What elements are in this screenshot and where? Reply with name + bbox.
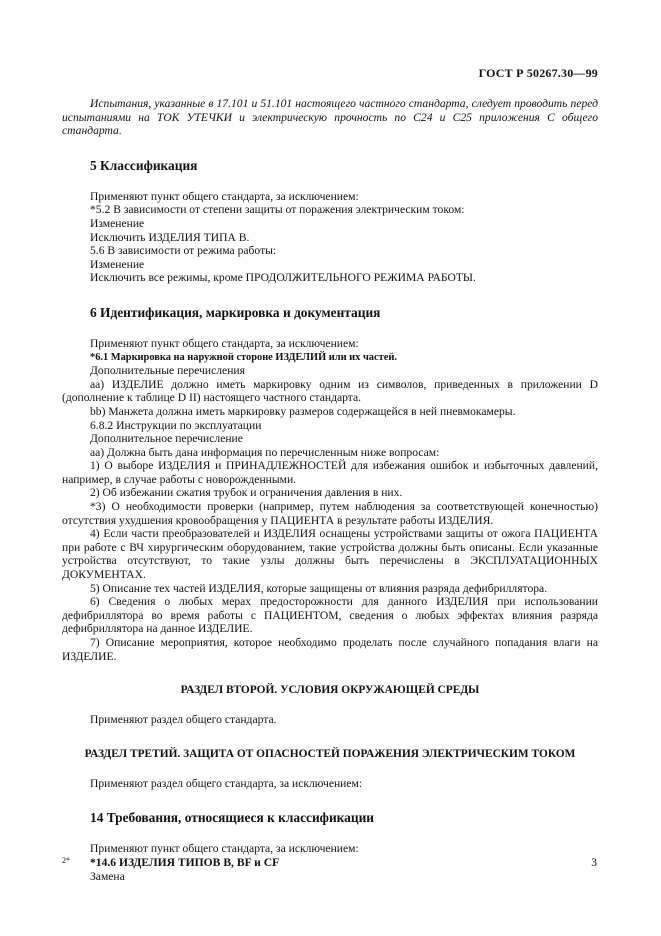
list-item: 4) Если части преобразователей и ИЗДЕЛИЯ оснащены устройствами защиты от ожога ПАЦИЕНТА при работе с ВЧ хирургическим оборудованием, такие устройства должны быть описаны. Если указанные устройства отсутствуют, то такие узлы должны быть перечислены в ЭКСПЛУАТАЦИОННЫХ ДОКУМЕНТАХ. [62, 527, 598, 582]
intro-paragraph: Испытания, указанные в 17.101 и 51.101 настоящего частного стандарта, следует проводить перед испытаниями на ТОК УТЕЧКИ и электрическую прочность по С24 и С25 приложения С общего стандарта. [62, 97, 598, 138]
section-6-aa2: аа) Должна быть дана информация по перечисленным ниже вопросам: [90, 445, 440, 459]
section-5-line: *5.2 В зависимости от степени защиты от поражения электрическим током: [90, 203, 465, 217]
section-6-1-heading: *6.1 Маркировка на наружной стороне ИЗДЕЛИЙ или их частей. [90, 351, 397, 363]
page-content [62, 97, 598, 883]
list-item: 6) Сведения о любых мерах предосторожности для данного ИЗДЕЛИЯ при использовании дефибриллятора во время работы с ПАЦИЕНТОМ, сведения о любых эффектах влияния разряда дефибриллятора на данное ИЗДЕЛИЕ. [62, 595, 598, 636]
section-14-6-heading: *14.6 ИЗДЕЛИЯ ТИПОВ В, BF и CF [90, 855, 280, 869]
part-3-text: Применяют раздел общего стандарта, за исключением: [90, 776, 363, 790]
section-5-line: Исключить все режимы, кроме ПРОДОЛЖИТЕЛЬНОГО РЕЖИМА РАБОТЫ. [90, 271, 476, 285]
section-5-line: 5.6 В зависимости от режима работы: [90, 244, 277, 258]
section-6-title: 6 Идентификация, маркировка и документация [90, 304, 381, 320]
document-code: ГОСТ Р 50267.30—99 [478, 66, 598, 80]
page-number: 3 [591, 857, 597, 869]
list-item: *3) О необходимости проверки (например, путем наблюдения за соответствующей конечностью) отсутствия ухудшения кровообращения у ПАЦИЕНТА в результате работы ИЗДЕЛИЯ. [62, 500, 598, 527]
section-5-line: Исключить ИЗДЕЛИЯ ТИПА В. [90, 230, 250, 244]
section-14-title: 14 Требования, относящиеся к классификации [90, 810, 375, 826]
list-item: 2) Об избежании сжатия трубок и ограничения давления в них. [90, 486, 403, 500]
part-2-title: РАЗДЕЛ ВТОРОЙ. УСЛОВИЯ ОКРУЖАЮЩЕЙ СРЕДЫ [180, 684, 480, 697]
section-6-line: Дополнительные перечисления [90, 364, 245, 378]
part-3-title: РАЗДЕЛ ТРЕТИЙ. ЗАЩИТА ОТ ОПАСНОСТЕЙ ПОРАЖЕНИЯ ЭЛЕКТРИЧЕСКИМ ТОКОМ [84, 747, 576, 760]
section-5-line: Изменение [90, 216, 145, 230]
section-6-bb: bb) Манжета должна иметь маркировку размеров содержащейся в ней пневмокамеры. [90, 404, 516, 418]
list-item: 7) Описание мероприятия, которое необходимо проделать после случайного попадания влаги на ИЗДЕЛИЕ. [62, 636, 598, 663]
section-6-line: Дополнительное перечисление [90, 432, 243, 446]
part-2-text: Применяют раздел общего стандарта. [90, 713, 277, 727]
section-5-line: Изменение [90, 257, 145, 271]
list-item: 1) О выборе ИЗДЕЛИЯ и ПРИНАДЛЕЖНОСТЕЙ для избежания ошибок и избыточных давлений, например, в случае работы с новорожденными. [62, 459, 598, 486]
sheet-mark: 2* [62, 856, 70, 865]
section-5-line: Применяют пункт общего стандарта, за исключением: [90, 189, 359, 203]
section-6-8-2: 6.8.2 Инструкции по эксплуатации [90, 418, 262, 432]
section-6-line: Применяют пункт общего стандарта, за исключением: [90, 336, 359, 350]
section-14-line: Применяют пункт общего стандарта, за исключением: [90, 842, 359, 856]
section-6-aa: аа) ИЗДЕЛИЕ должно иметь маркировку одним из символов, приведенных в приложении D (дополнение к таблице D II) настоящего частного стандарта. [62, 377, 598, 405]
section-5-title: 5 Классификация [90, 157, 198, 173]
section-14-line: Замена [90, 869, 125, 883]
list-item: 5) Описание тех частей ИЗДЕЛИЯ, которые защищены от влияния разряда дефибриллятора. [90, 581, 548, 595]
